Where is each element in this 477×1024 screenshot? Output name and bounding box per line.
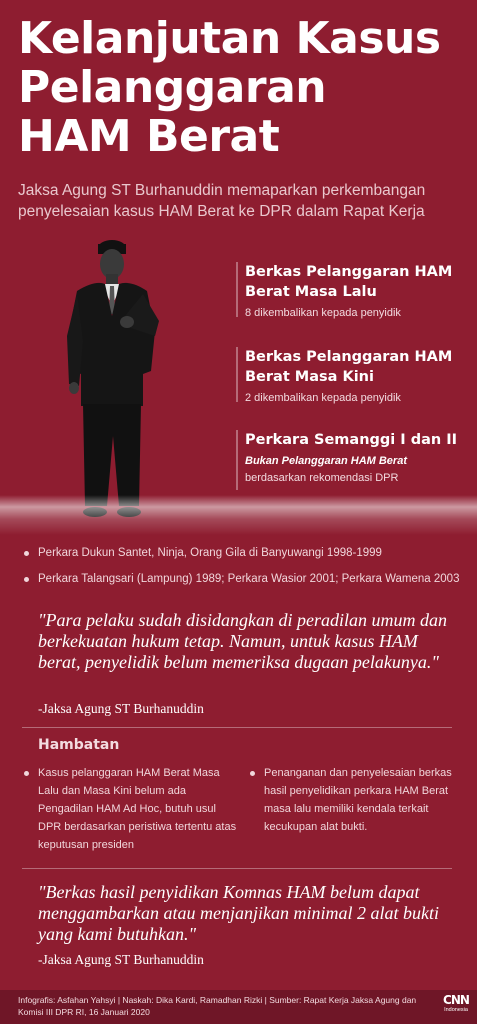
quote-2-author: -Jaksa Agung ST Burhanuddin — [38, 952, 204, 967]
item-note: berdasarkan rekomendasi DPR — [245, 472, 399, 484]
case-list — [22, 572, 462, 587]
section-title-hambatan: Hambatan — [38, 737, 120, 753]
list-item: Perkara Talangsari (Lampung) 1989; Perkara Wasior 2001; Perkara Wamena 2003 — [22, 572, 462, 587]
item-note: 2 dikembalikan kepada penyidik — [245, 392, 401, 404]
cnn-indonesia-logo — [441, 993, 471, 1021]
item-past-cases — [245, 262, 465, 321]
item-title: Perkara Semanggi I dan II — [245, 432, 458, 448]
item-title: Berkas Pelanggaran HAM Berat Masa Lalu — [245, 264, 453, 300]
footer-credits: Infografis: Asfahan Yahsyi | Naskah: Dika Kardi, Ramadhan Rizki | Sumber: Rapat Kerja Jaksa Agung dan Komisi III DPR RI, 16 Januari 2020 — [18, 995, 417, 1017]
divider — [22, 727, 452, 728]
title-line-3: HAM Berat — [18, 111, 280, 162]
attorney-general-photo — [55, 236, 165, 521]
page-title — [18, 14, 468, 161]
list-item: Kasus pelanggaran HAM Berat Masa Lalu dan Masa Kini belum ada Pengadilan HAM Ad Hoc, butuh usul DPR berdasarkan peristiwa tertentu atas keputusan presiden — [22, 764, 237, 854]
logo-text: CNN — [443, 993, 469, 1007]
quote-1-author: -Jaksa Agung ST Burhanuddin — [38, 701, 204, 716]
logo-subtext: Indonesia — [444, 1007, 468, 1013]
title-line-1: Kelanjutan Kasus — [18, 13, 441, 64]
quote-2: "Berkas hasil penyidikan Komnas HAM belum dapat menggambarkan atau menjanjikan minimal 2 alat bukti yang kami butuhkan." — [38, 882, 439, 944]
item-semanggi — [245, 430, 465, 486]
list-item: Penanganan dan penyelesaian berkas hasil penyelidikan perkara HAM Berat masa lalu memiliki kendala terkait kecukupan alat bukti. — [248, 764, 458, 836]
item-note: 8 dikembalikan kepada penyidik — [245, 307, 401, 319]
item-title: Berkas Pelanggaran HAM Berat Masa Kini — [245, 349, 453, 385]
divider — [22, 868, 452, 869]
hambatan-right — [248, 764, 458, 836]
item-accent-bar-3 — [236, 430, 238, 490]
footer — [0, 990, 477, 1024]
item-accent-bar-1 — [236, 262, 238, 317]
section-fade-divider — [0, 495, 477, 535]
list-item: Perkara Dukun Santet, Ninja, Orang Gila di Banyuwangi 1998-1999 — [22, 546, 462, 561]
case-list — [22, 546, 462, 561]
page-subtitle: Jaksa Agung ST Burhanuddin memaparkan perkembangan penyelesaian kasus HAM Berat ke DPR dalam Rapat Kerja — [18, 182, 426, 220]
quote-1: "Para pelaku sudah disidangkan di peradilan umum dan berkekuatan hukum tetap. Namun, untuk kasus HAM berat, penyelidik belum memeriksa dugaan pelakunya." — [38, 610, 448, 672]
item-note-emphasis: Bukan Pelanggaran HAM Berat — [245, 455, 407, 467]
item-current-cases — [245, 347, 465, 406]
hambatan-left — [22, 764, 237, 854]
item-accent-bar-2 — [236, 347, 238, 402]
title-line-2: Pelanggaran — [18, 62, 327, 113]
